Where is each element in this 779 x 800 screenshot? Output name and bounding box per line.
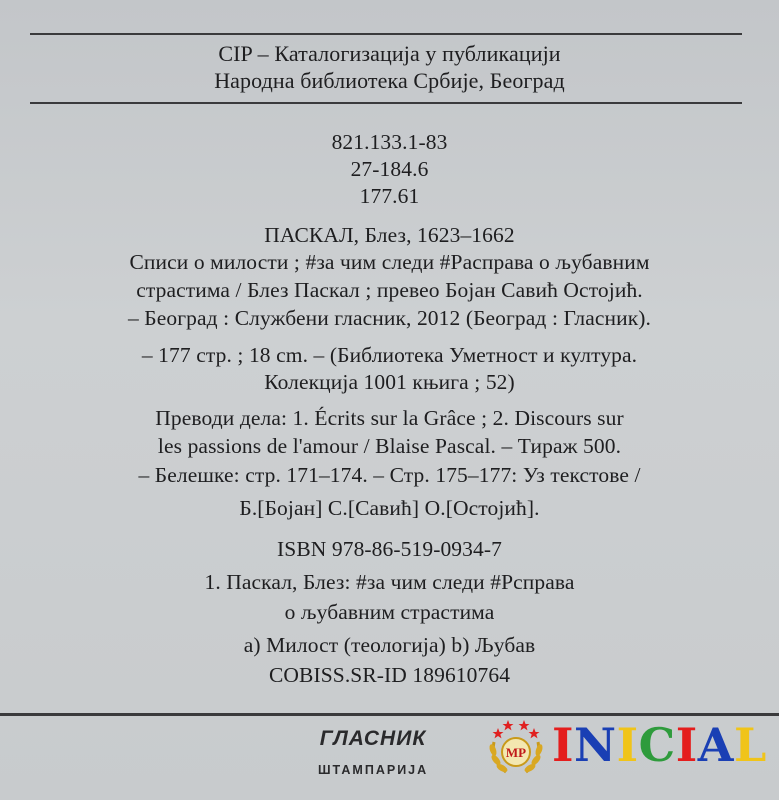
note-line: Б.[Бојан] С.[Савић] О.[Остојић]. [239, 496, 540, 520]
record-line: страстима / Блез Паскал ; превео Бојан Савић Остојић. [136, 278, 643, 302]
cobiss-id: COBISS.SR-ID 189610764 [268, 663, 511, 687]
subject-entry: о љубавним страстима [284, 600, 495, 624]
printer-subtitle: ШТАМПАРИЈА [318, 763, 429, 777]
wordmark-letter: L [733, 718, 767, 772]
udc-code: 27-184.6 [350, 157, 429, 181]
isbn: ISBN 978-86-519-0934-7 [277, 537, 502, 561]
wordmark-letter: N [574, 718, 617, 772]
udc-code: 177.61 [359, 184, 420, 208]
header-rule [30, 102, 742, 104]
record-line: – 177 стр. ; 18 cm. – (Библиотека Уметност и култура. [141, 343, 638, 367]
wordmark-letter: I [552, 718, 575, 772]
author-heading: ПАСКАЛ, Блез, 1623–1662 [264, 223, 515, 247]
record-line: Колекција 1001 књига ; 52) [264, 370, 515, 394]
subject-entry: 1. Паскал, Блез: #за чим следи #Рсправа [204, 570, 575, 594]
top-rule [30, 33, 742, 35]
library-name: Народна библиотека Србије, Београд [214, 68, 565, 93]
wordmark-letter: I [616, 718, 639, 772]
inicial-wordmark [552, 718, 767, 772]
udc-code: 821.133.1-83 [331, 130, 448, 154]
record-line: – Београд : Службени гласник, 2012 (Београд : Гласник). [127, 306, 652, 330]
wordmark-letter: C [638, 718, 676, 772]
wordmark-letter: A [697, 718, 734, 772]
subject-entry: а) Милост (теологија) b) Љубав [243, 633, 536, 657]
note-line: Преводи дела: 1. Écrits sur la Grâce ; 2. Discours sur [155, 406, 624, 430]
stars-icon [493, 720, 540, 738]
note-line: les passions de l'amour / Blaise Pascal. – Тираж 500. [157, 434, 622, 458]
cip-title: CIP – Каталогизација у публикацији [218, 41, 561, 66]
wordmark-letter: I [675, 718, 698, 772]
note-line: – Белешке: стр. 171–174. – Стр. 175–177: Уз текстове / [138, 463, 641, 487]
record-line: Списи о милости ; #за чим следи #Расправа о љубавним [129, 250, 650, 274]
printer-name: ГЛАСНИК [319, 727, 427, 750]
badge-text: MP [505, 745, 527, 760]
